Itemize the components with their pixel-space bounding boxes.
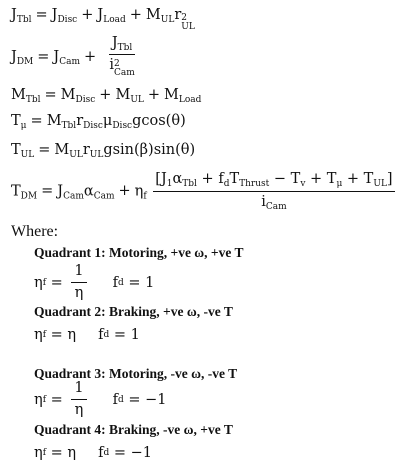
- quadrant-3-heading: Quadrant 3: Motoring, -ve ω, -ve T: [34, 366, 238, 381]
- equation-t-ul: $T_{UL} = M_{UL}r_{UL}gsin(\beta)\sin(\theta)$: [11, 142, 196, 160]
- quadrant-3-equations: η f = $\frac{1}{\eta}$ f d = −1: [34, 380, 167, 418]
- quadrant-2-heading: Quadrant 2: Braking, +ve ω, -ve T: [34, 304, 233, 319]
- equation-t-mu: $T_\mu = M_{Tbl}r_{Disc}\mu_{Disc}gcos(\theta)$: [11, 113, 186, 131]
- quadrant-4-equations: η f = η f d = −1: [34, 445, 152, 461]
- equation-m-tbl: $M_{Tbl} = M_{Disc} + M_{UL} + M_{Load}$: [11, 87, 202, 105]
- quadrant-2-equations: η f = η f d = 1: [34, 327, 140, 343]
- quadrant-1-equations: η f = $\frac{1}{\eta}$ f d = 1: [34, 263, 155, 301]
- equation-j-tbl: $J_{Tbl} = J_{Disc} + J_{Load} + M_{UL}r$ 2 UL: [11, 7, 195, 32]
- equation-j-dm: $J_{DM} = J_{Cam}$ + $J_{Tbl}$ i 2 Cam: [11, 35, 135, 78]
- quadrant-4-heading: Quadrant 4: Braking, -ve ω, +ve T: [34, 422, 233, 437]
- equation-t-dm: $T_{DM} = J_{Cam}\alpha_{Cam} + \eta_f$ $\frac{[J_1\alpha_{Tbl} + f_dT_{Thrust} - T_v + T_\mu + T_{UL}]}{i_{Cam}}$: [11, 171, 393, 212]
- quadrant-1-heading: Quadrant 1: Motoring, +ve ω, +ve T: [34, 245, 244, 260]
- where-label: Where:: [11, 223, 59, 240]
